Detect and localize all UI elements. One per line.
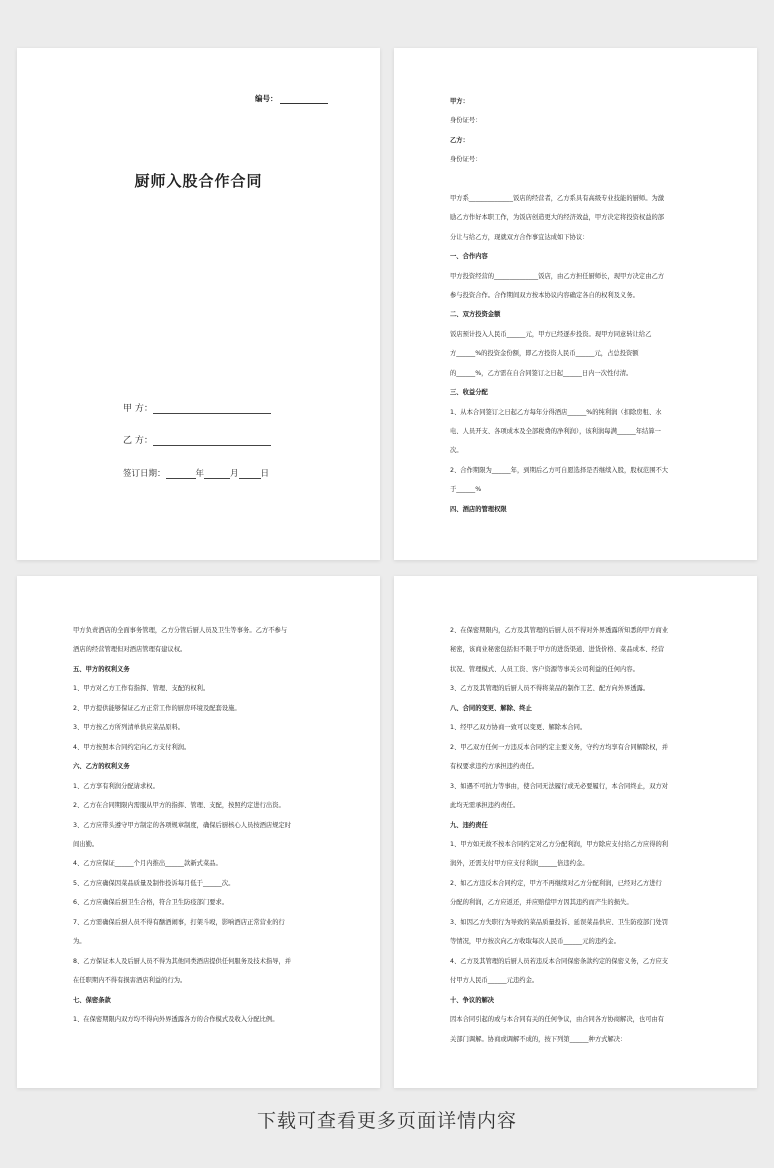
section-heading: 三、收益分配 bbox=[450, 389, 488, 397]
contract-line: 间出勤。 bbox=[73, 840, 99, 848]
contract-line: 励乙方作好本职工作，为饭店创造更大的经济效益，甲方决定将投资权益的部 bbox=[450, 214, 665, 222]
contract-line: 2、甲方提供能够保证乙方正常工作的厨房环境及配套设施。 bbox=[73, 704, 241, 712]
section-heading: 九、违约责任 bbox=[450, 821, 488, 829]
document-number bbox=[255, 93, 328, 104]
contract-line: 秘密，该商业秘密包括但不限于甲方的进货渠道、进货价格、菜品成本、经营 bbox=[450, 646, 665, 654]
section-heading: 七、保密条款 bbox=[73, 996, 111, 1004]
contract-title: 厨师入股合作合同 bbox=[134, 172, 263, 190]
contract-line: 有权要求违约方承担违约责任。 bbox=[450, 763, 539, 771]
contract-line: 方______%的投资金份额，即乙方投资人民币______元，占总投资额 bbox=[450, 350, 639, 358]
contract-line: 因本合同引起的或与本合同有关的任何争议，由合同各方协商解决，也可由有 bbox=[450, 1016, 665, 1024]
month-blank bbox=[204, 470, 230, 479]
section-heading: 甲方： bbox=[450, 98, 469, 105]
contract-line: 3、乙方应带头遵守甲方制定的各项规章制度，确保后厨核心人员按酒店规定时 bbox=[73, 821, 292, 829]
contract-line: 3、如因乙方失职行为导致的菜品质量投诉、延误菜品供应、卫生防疫部门处罚 bbox=[450, 918, 669, 926]
contract-line: 1、从本合同签订之日起乙方每年分得酒店______%的纯利润（扣除房租、水 bbox=[450, 408, 662, 416]
contract-line: 5、乙方应确保因菜品质量及制作投诉每月低于______次。 bbox=[73, 879, 235, 887]
contract-line: 的______%，乙方需在自合同签订之日起______日内一次性付清。 bbox=[450, 369, 633, 377]
section-heading: 四、酒店的管理权限 bbox=[450, 505, 507, 513]
section-heading: 乙方： bbox=[450, 136, 469, 144]
contract-line: 1、经甲乙双方协商一致可以变更、解除本合同。 bbox=[450, 724, 587, 732]
contract-line: 分配的利润，乙方应返还，并应赔偿甲方因其违约而产生的损失。 bbox=[450, 899, 633, 907]
year-blank bbox=[166, 470, 196, 479]
contract-line: 2、如乙方违反本合同约定，甲方不再继续对乙方分配利润，已经对乙方进行 bbox=[450, 879, 662, 887]
contract-line: 于______% bbox=[450, 486, 482, 494]
contract-line: 3、甲方按乙方所列清单供应菜品原料。 bbox=[73, 724, 185, 732]
contract-line: 甲方系______________饭店的经营者，乙方系具有高级专业技能的厨师。为激 bbox=[450, 195, 665, 203]
year-label: 年 bbox=[195, 469, 205, 479]
contract-line: 在任职期内不得有损害酒店利益的行为。 bbox=[73, 977, 187, 985]
contract-line: 1、甲方对乙方工作有指挥、管理、支配的权利。 bbox=[73, 685, 210, 693]
contract-line: 甲方投资经营的______________饭店，由乙方担任厨师长，现甲方决定由乙方 bbox=[450, 272, 665, 280]
contract-line: 付甲方人民币______元违约金。 bbox=[450, 977, 539, 985]
contract-line: 关部门调解。协商或调解不成的，按下列第______种方式解决： bbox=[450, 1035, 627, 1043]
document-number-blank bbox=[280, 95, 328, 104]
party-b-blank bbox=[153, 436, 271, 446]
party-b-label: 乙 方： bbox=[123, 436, 153, 446]
sign-date-line bbox=[123, 467, 269, 479]
contract-line: 2、在保密期限内，乙方及其管理的后厨人员不得对外界透露所知悉的甲方商业 bbox=[450, 627, 669, 634]
contract-line: 次。 bbox=[450, 447, 463, 455]
contract-line: 润外，还需支付甲方应支付利润______倍违约金。 bbox=[450, 860, 589, 868]
section-heading: 五、甲方的权利义务 bbox=[73, 665, 130, 673]
contract-line bbox=[450, 170, 703, 189]
contract-line: 8、乙方保证本人及后厨人员不得为其他同类酒店提供任何服务及技术指导，并 bbox=[73, 957, 292, 965]
contract-line: 参与投资合作。合作期间双方按本协议内容确定各自的权利及义务。 bbox=[450, 292, 639, 300]
contract-line: 3、如遇不可抗力等事由，使合同无法履行或无必要履行，本合同终止，双方对 bbox=[450, 782, 669, 790]
contract-line: 身份证号： bbox=[450, 117, 482, 125]
page-2-text bbox=[450, 92, 703, 519]
contract-line: 1、甲方如无故不按本合同约定对乙方分配利润，甲方除应支付给乙方应得的利 bbox=[450, 840, 669, 848]
section-heading: 八、合同的变更、解除、终止 bbox=[450, 704, 532, 712]
party-b-line bbox=[123, 433, 271, 446]
party-a-label: 甲 方： bbox=[123, 404, 153, 414]
party-a-blank bbox=[153, 404, 271, 414]
section-heading: 二、双方投资金额 bbox=[450, 311, 501, 319]
download-caption: 下载可查看更多页面详情内容 bbox=[256, 1110, 517, 1132]
section-heading: 六、乙方的权利义务 bbox=[73, 763, 130, 771]
sign-date-label: 签订日期： bbox=[123, 469, 166, 479]
contract-line: 4、乙方应保证______个月内推出______款新式菜品。 bbox=[73, 860, 222, 868]
contract-line: 此均无需承担违约责任。 bbox=[450, 802, 520, 810]
day-blank bbox=[239, 470, 261, 479]
contract-line: 1、在保密期限内双方均不得向外界透露各方的合作模式及收入分配比例。 bbox=[73, 1016, 279, 1024]
cover-page bbox=[17, 48, 380, 560]
contract-page-2 bbox=[394, 48, 757, 560]
section-heading: 十、争议的解决 bbox=[450, 996, 495, 1004]
contract-line: 等情况，甲方按次向乙方收取每次人民币______元的违约金。 bbox=[450, 938, 621, 946]
page-3-text bbox=[73, 621, 326, 1030]
party-a-line bbox=[123, 401, 271, 414]
contract-line: 状况、管理模式、人员工资、客户资源等事关公司利益的任何内容。 bbox=[450, 665, 639, 673]
contract-line: 酒店的经营管理但对酒店管理有建议权。 bbox=[73, 646, 187, 654]
contract-line: 4、乙方及其管理的后厨人员若违反本合同保密条款约定的保密义务，乙方应支 bbox=[450, 957, 669, 965]
contract-page-3 bbox=[17, 576, 380, 1088]
contract-line: 为。 bbox=[73, 938, 86, 946]
contract-line: 1、乙方享有利润分配请求权。 bbox=[73, 782, 159, 790]
contract-line: 2、甲乙双方任何一方违反本合同约定主要义务，守约方均享有合同解除权，并 bbox=[450, 743, 669, 751]
contract-line: 7、乙方需确保后厨人员不得有酗酒闹事，打架斗殴，影响酒店正常营业的行 bbox=[73, 918, 285, 926]
contract-line: 2、合作期限为______年，到期后乙方可自愿选择是否继续入股，股权范围不大 bbox=[450, 466, 669, 474]
contract-line: 甲方负责酒店的全面事务管理，乙方分管后厨人员及卫生等事务。乙方不参与 bbox=[73, 627, 288, 634]
contract-line: 身份证号： bbox=[450, 156, 482, 164]
month-label: 月 bbox=[230, 469, 239, 479]
contract-line: 2、乙方在合同期限内需服从甲方的指挥、管理、支配，按照约定进行出资。 bbox=[73, 802, 285, 810]
page-4-text bbox=[450, 621, 703, 1049]
section-heading: 一、合作内容 bbox=[450, 253, 488, 261]
contract-line: 4、甲方按照本合同约定向乙方支付利润。 bbox=[73, 743, 191, 751]
contract-line: 6、乙方应确保后厨卫生合格，符合卫生防疫部门要求。 bbox=[73, 899, 229, 907]
day-label: 日 bbox=[260, 469, 270, 479]
contract-line: 3、乙方及其管理的后厨人员不得将菜品的制作工艺、配方向外界透露。 bbox=[450, 685, 650, 693]
contract-page-4 bbox=[394, 576, 757, 1088]
contract-line: 饭店预计投入人民币______元，甲方已经逐步投资。现甲方同意转让给乙 bbox=[450, 330, 652, 338]
contract-line: 电、人员开支、各项成本及全部税费的净利润），该利润每满______年结算一 bbox=[450, 427, 661, 435]
document-number-label: 编号： bbox=[255, 94, 278, 103]
contract-line: 分让与给乙方，现就双方合作事宜达成如下协议： bbox=[450, 233, 589, 241]
